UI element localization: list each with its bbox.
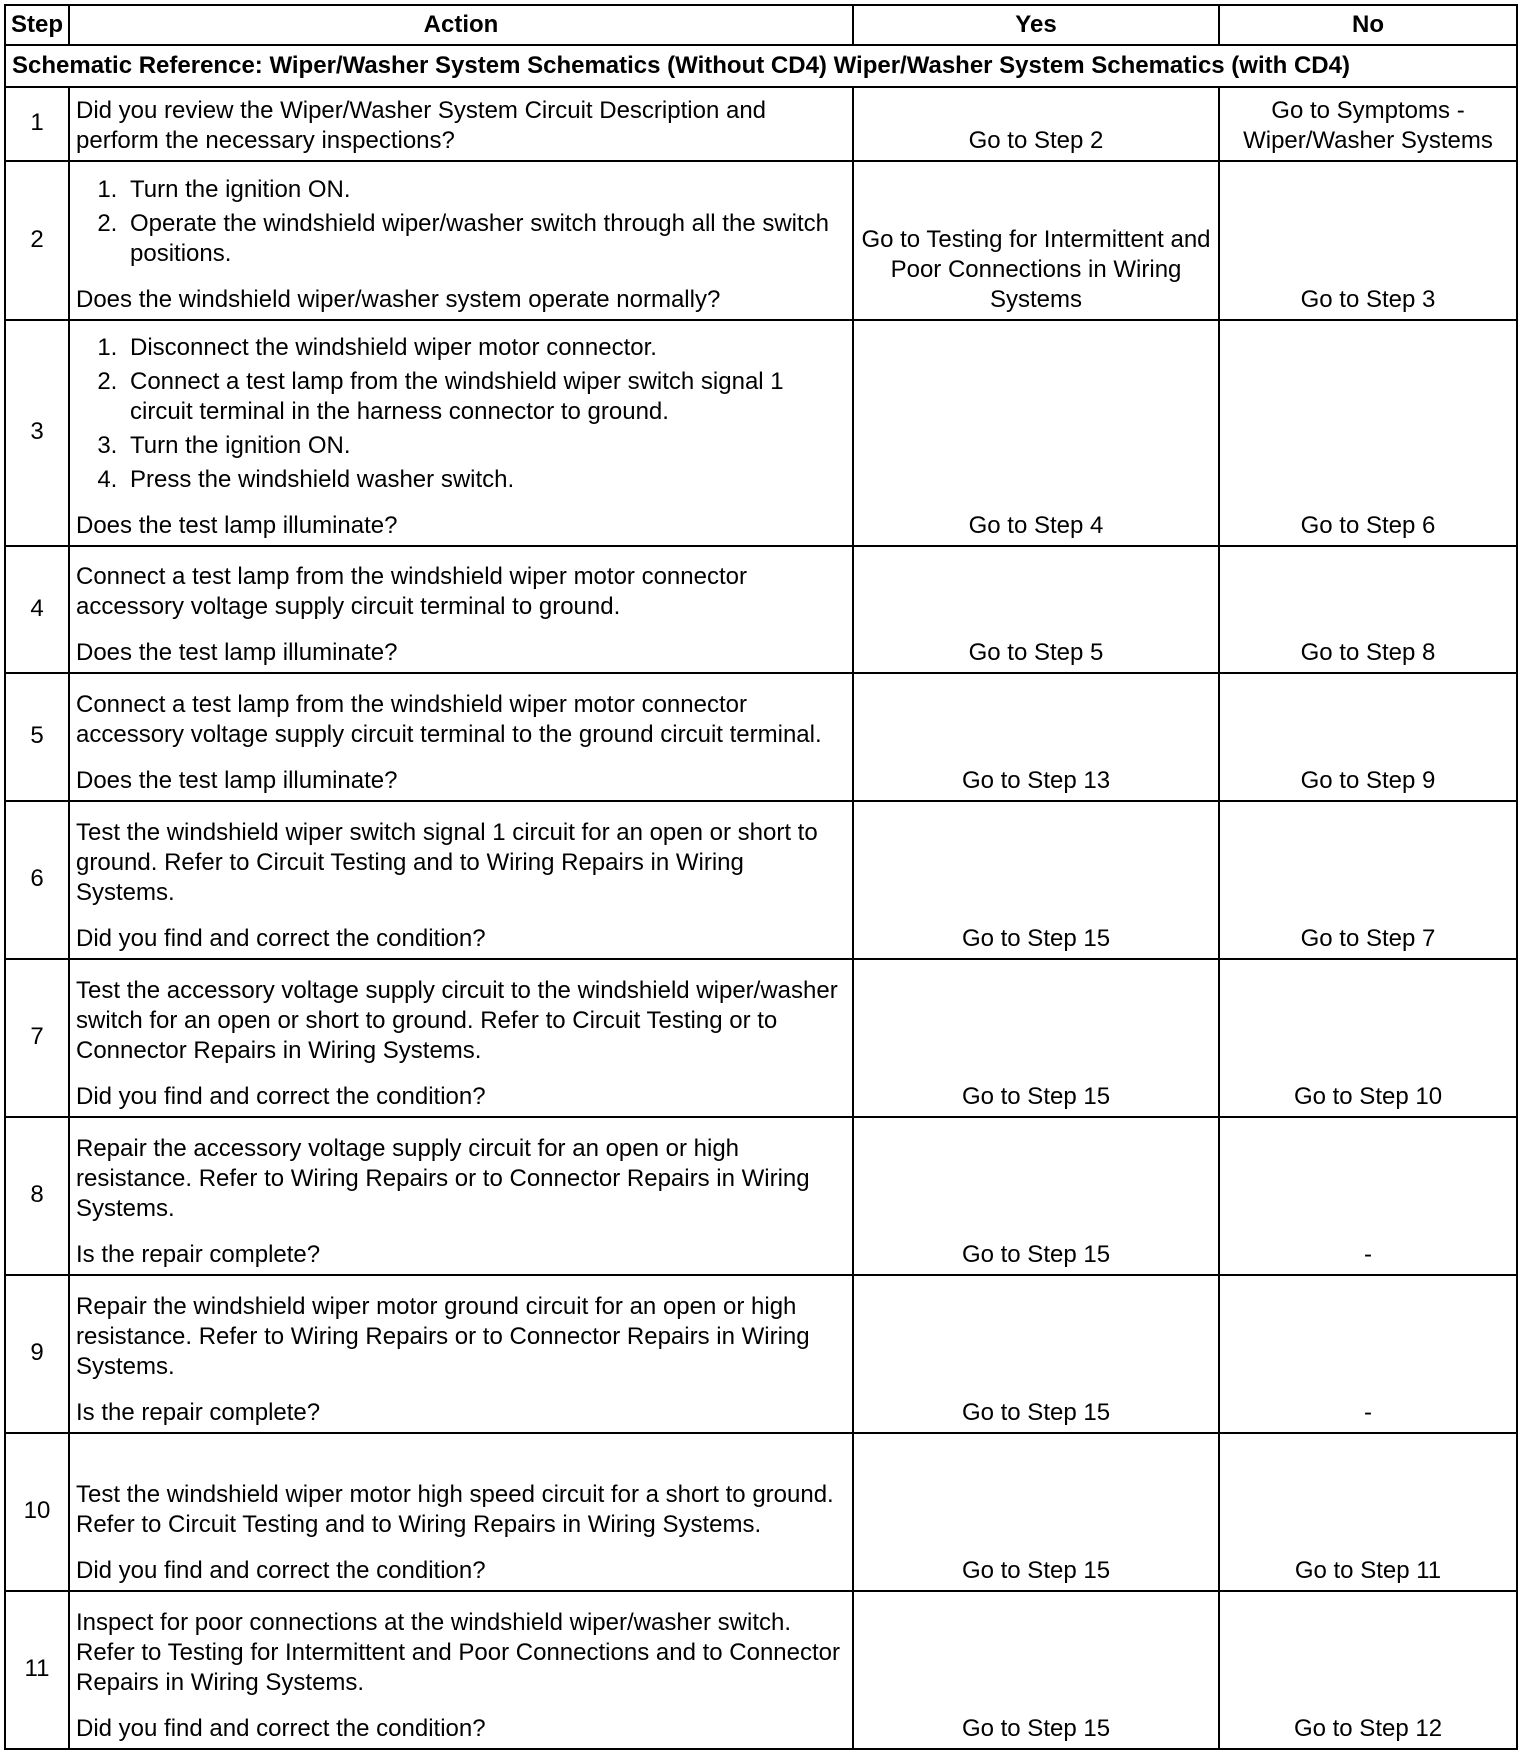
header-step: Step xyxy=(5,5,69,45)
no-cell: Go to Step 8 xyxy=(1219,546,1517,673)
list-item: 2. Operate the windshield wiper/washer switch through all the switch positions. xyxy=(124,209,846,269)
step-number: 7 xyxy=(5,959,69,1117)
list-item: 1. Disconnect the windshield wiper motor connector. xyxy=(124,333,846,363)
question-text: Did you find and correct the condition? xyxy=(76,1557,486,1584)
list-item: 3. Turn the ignition ON. xyxy=(124,431,846,461)
action-cell xyxy=(69,801,853,959)
yes-cell: Go to Step 15 xyxy=(853,959,1219,1117)
step-number: 6 xyxy=(5,801,69,959)
question-text: Does the test lamp illuminate? xyxy=(76,512,398,539)
action-text: Inspect for poor connections at the windshield wiper/washer switch. Refer to Testing for Intermittent and Poor Connections and to Connector Repairs in Wiring Systems. xyxy=(76,1609,840,1696)
yes-cell: Go to Step 2 xyxy=(853,87,1219,161)
header-yes: Yes xyxy=(853,5,1219,45)
schematic-reference: Schematic Reference: Wiper/Washer System Schematics (Without CD4) Wiper/Washer System Schematics (with CD4) xyxy=(5,45,1517,87)
table-row xyxy=(5,1117,1517,1275)
yes-cell: Go to Step 15 xyxy=(853,1117,1219,1275)
yes-cell: Go to Testing for Intermittent and Poor Connections in Wiring Systems xyxy=(853,161,1219,320)
yes-cell: Go to Step 15 xyxy=(853,1591,1219,1749)
no-cell: Go to Step 3 xyxy=(1219,161,1517,320)
yes-cell: Go to Step 5 xyxy=(853,546,1219,673)
question-text: Did you find and correct the condition? xyxy=(76,925,486,952)
step-number: 9 xyxy=(5,1275,69,1433)
step-number: 10 xyxy=(5,1433,69,1591)
no-cell: Go to Step 10 xyxy=(1219,959,1517,1117)
action-text: Repair the windshield wiper motor ground circuit for an open or high resistance. Refer to Wiring Repairs or to Connector Repairs in Wiring Systems. xyxy=(76,1293,810,1380)
no-cell: Go to Step 7 xyxy=(1219,801,1517,959)
table-row xyxy=(5,546,1517,673)
action-cell xyxy=(69,87,853,161)
question-text: Did you find and correct the condition? xyxy=(76,1083,486,1110)
list-item: 2. Connect a test lamp from the windshield wiper switch signal 1 circuit terminal in the harness connector to ground. xyxy=(124,367,846,427)
action-cell xyxy=(69,1117,853,1275)
table-row xyxy=(5,801,1517,959)
action-cell xyxy=(69,959,853,1117)
action-text: Test the windshield wiper switch signal 1 circuit for an open or short to ground. Refer to Circuit Testing and to Wiring Repairs in Wiring Systems. xyxy=(76,819,818,906)
question-text: Does the test lamp illuminate? xyxy=(76,639,398,666)
question-text: Is the repair complete? xyxy=(76,1399,321,1426)
action-cell xyxy=(69,161,853,320)
action-text: Connect a test lamp from the windshield wiper motor connector accessory voltage supply circuit terminal to ground. xyxy=(76,563,747,620)
list-item: 4. Press the windshield washer switch. xyxy=(124,465,846,495)
table-row xyxy=(5,959,1517,1117)
step-number: 4 xyxy=(5,546,69,673)
action-text: Test the accessory voltage supply circuit to the windshield wiper/washer switch for an open or short to ground. Refer to Circuit Testing or to Connector Repairs in Wiring Systems. xyxy=(76,977,838,1064)
header-row xyxy=(5,5,1517,45)
procedure-list xyxy=(76,333,846,495)
action-cell xyxy=(69,1591,853,1749)
action-cell xyxy=(69,1433,853,1591)
action-cell xyxy=(69,1275,853,1433)
question-text: Does the windshield wiper/washer system operate normally? xyxy=(76,286,721,313)
action-text: Test the windshield wiper motor high speed circuit for a short to ground. Refer to Circuit Testing and to Wiring Repairs in Wiring Systems. xyxy=(76,1481,834,1538)
table-row xyxy=(5,1591,1517,1749)
no-cell: Go to Symptoms - Wiper/Washer Systems xyxy=(1219,87,1517,161)
table-row xyxy=(5,87,1517,161)
question-text: Does the test lamp illuminate? xyxy=(76,767,398,794)
question-text: Did you find and correct the condition? xyxy=(76,1715,486,1742)
table-row xyxy=(5,1275,1517,1433)
table-row xyxy=(5,161,1517,320)
yes-cell: Go to Step 4 xyxy=(853,320,1219,546)
table-row xyxy=(5,673,1517,801)
yes-cell: Go to Step 15 xyxy=(853,801,1219,959)
schematic-reference-row xyxy=(5,45,1517,87)
action-text: Connect a test lamp from the windshield wiper motor connector accessory voltage supply circuit terminal to the ground circuit terminal. xyxy=(76,691,822,748)
procedure-list xyxy=(76,175,846,269)
step-number: 5 xyxy=(5,673,69,801)
action-cell xyxy=(69,673,853,801)
step-number: 3 xyxy=(5,320,69,546)
action-cell xyxy=(69,320,853,546)
no-cell: Go to Step 11 xyxy=(1219,1433,1517,1591)
table-row xyxy=(5,1433,1517,1591)
header-no: No xyxy=(1219,5,1517,45)
question-text: Is the repair complete? xyxy=(76,1241,321,1268)
action-text: Repair the accessory voltage supply circuit for an open or high resistance. Refer to Wiring Repairs or to Connector Repairs in Wiring Systems. xyxy=(76,1135,810,1222)
yes-cell: Go to Step 15 xyxy=(853,1433,1219,1591)
table-row xyxy=(5,320,1517,546)
step-number: 11 xyxy=(5,1591,69,1749)
yes-cell: Go to Step 15 xyxy=(853,1275,1219,1433)
no-cell: Go to Step 9 xyxy=(1219,673,1517,801)
no-cell: Go to Step 6 xyxy=(1219,320,1517,546)
step-number: 8 xyxy=(5,1117,69,1275)
header-action: Action xyxy=(69,5,853,45)
yes-cell: Go to Step 13 xyxy=(853,673,1219,801)
no-cell: - xyxy=(1219,1275,1517,1433)
action-text: Did you review the Wiper/Washer System Circuit Description and perform the necessary inspections? xyxy=(76,97,767,154)
list-item: 1. Turn the ignition ON. xyxy=(124,175,846,205)
step-number: 2 xyxy=(5,161,69,320)
step-number: 1 xyxy=(5,87,69,161)
no-cell: - xyxy=(1219,1117,1517,1275)
no-cell: Go to Step 12 xyxy=(1219,1591,1517,1749)
diagnostic-table xyxy=(4,4,1518,1750)
action-cell xyxy=(69,546,853,673)
